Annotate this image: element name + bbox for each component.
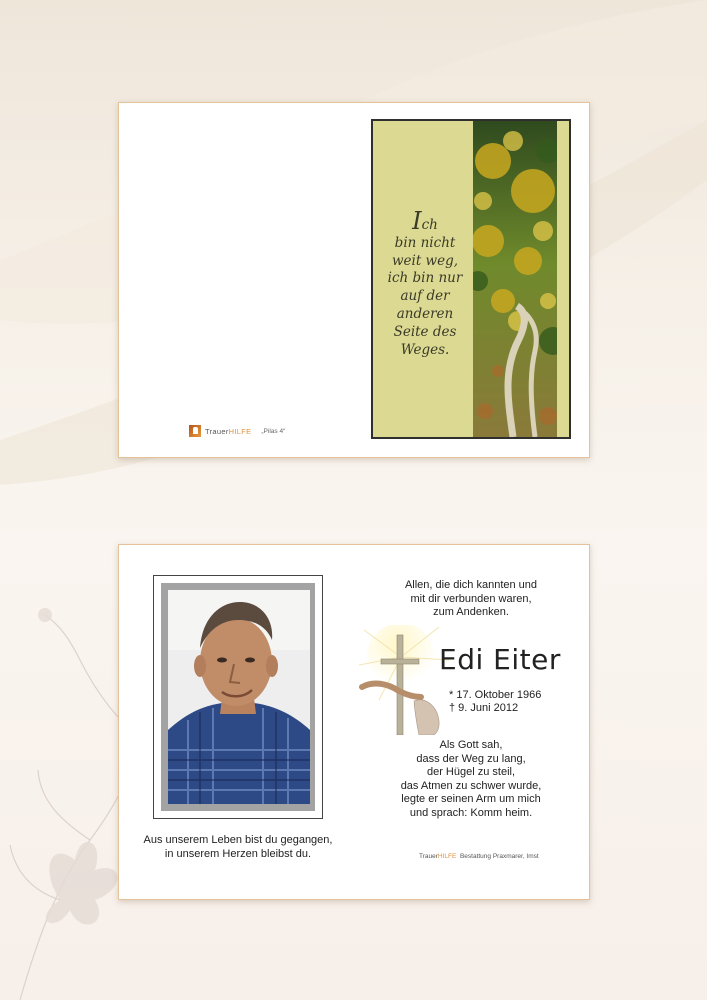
quote-line: weit weg, (391, 252, 459, 269)
poem-line: der Hügel zu steil, (426, 766, 516, 778)
dedication-line: Allen, die dich kannten und (404, 579, 538, 591)
poem-text (359, 739, 583, 820)
life-dates (449, 689, 541, 715)
dedication-line: zum Andenken. (433, 606, 509, 618)
card-front-page (118, 102, 590, 458)
forest-path-photo (473, 121, 557, 437)
footer-brand-name: TrauerHILFE (419, 853, 457, 860)
birth-date: * 17. Oktober 1966 (449, 689, 542, 701)
brand-name: TrauerHILFE (205, 426, 252, 436)
deceased-name: Edi Eiter (439, 643, 561, 676)
quote-panel (371, 119, 571, 439)
brand-logo-icon (189, 425, 201, 437)
quote-line: auf der (400, 288, 450, 305)
photo-frame (153, 575, 323, 819)
footer-company: Bestattung Praxmarer, Imst (459, 853, 539, 860)
dedication-text (359, 579, 583, 620)
quote-line: Weges. (400, 341, 450, 358)
dedication-line: mit dir verbunden waren, (410, 592, 532, 605)
cross-with-hands-illustration (359, 625, 459, 735)
poem-line: und sprach: Komm heim. (409, 806, 533, 819)
quote-line: anderen (396, 305, 454, 322)
poem-line: Als Gott sah, (439, 739, 503, 751)
quote-text (379, 207, 471, 359)
portrait-photo (168, 590, 310, 804)
quote-line: Seite des (393, 323, 457, 340)
verse-line: Aus unserem Leben bist du gegangen, (143, 834, 333, 846)
quote-line: ch (421, 217, 438, 233)
footer-credit (419, 853, 539, 860)
verse-line: in unserem Herzen bleibst du. (164, 848, 312, 860)
left-verse (135, 833, 341, 861)
design-code: „Pilas 4“ (261, 427, 286, 435)
photo-mat (161, 583, 315, 811)
death-date: † 9. Juni 2012 (449, 702, 519, 714)
poem-line: das Atmen zu schwer wurde, (400, 779, 542, 792)
card-inner-page (118, 544, 590, 900)
poem-line: legte er seinen Arm um mich (401, 793, 541, 805)
quote-initial: I (412, 207, 422, 235)
poem-line: dass der Weg zu lang, (416, 752, 526, 765)
brand-logo-group (189, 425, 285, 437)
quote-line: bin nicht (394, 234, 456, 251)
quote-line: ich bin nur (387, 270, 463, 287)
